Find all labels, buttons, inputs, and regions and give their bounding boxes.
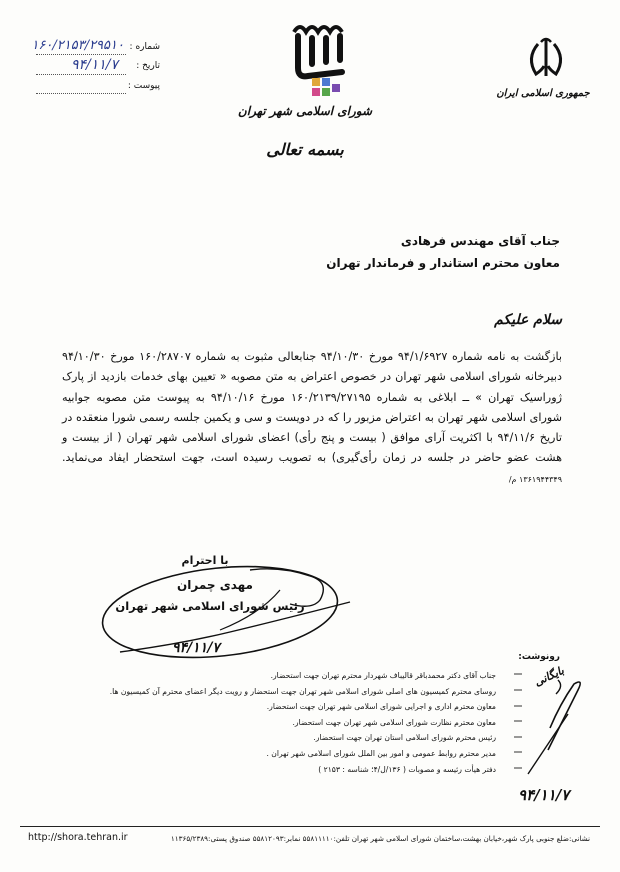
footer-url[interactable]: http://shora.tehran.ir — [28, 832, 128, 843]
recipient-line-1: جناب آقای مهندس فرهادی — [400, 234, 560, 248]
meta-attachment-label: پیوست : — [127, 81, 160, 91]
cc-item: معاون محترم نظارت شورای اسلامی شهر تهران جهت استحضار. — [292, 717, 496, 727]
emblem-caption: جمهوری اسلامی ایران — [496, 88, 590, 99]
meta-number-row — [10, 38, 160, 56]
cc-heading: رونوشت: — [518, 652, 560, 662]
cc-item: رئیس محترم شورای اسلامی استان تهران جهت استحضار. — [313, 733, 496, 743]
closing: با احترام — [181, 554, 229, 567]
recipient-line-2: معاون محترم استاندار و فرماندار تهران — [326, 256, 560, 270]
letter-meta — [10, 38, 160, 97]
footer-address: نشانی:ضلع جنوبی پارک شهر،خیابان بهشت،ساختمان شورای اسلامی شهر تهران تلفن:۵۵۸۱۱۱۱۰ نمابر:۵۵۸۱۲۰۹۳ صندوق پستی:۱۱۳۶۵/۲۳۸۹ — [170, 834, 590, 843]
council-logo — [272, 18, 362, 106]
cc-item: جناب آقای دکتر محمدباقر قالیباف شهردار محترم تهران جهت استحضار. — [270, 671, 496, 680]
council-name: شورای اسلامی شهر تهران — [237, 104, 373, 118]
meta-number-value: ۱۶۰/۲۱۵۳/۲۹۵۱۰ — [31, 38, 124, 53]
cc-item: روسای محترم کمیسیون های اصلی شورای اسلامی شهر تهران جهت استحضار و رویت دیگر اعضای محترم آن کمیسیون ها. — [109, 686, 496, 696]
meta-date-row — [10, 56, 160, 77]
footer-rule — [20, 826, 600, 827]
cc-item: دفتر هیأت رئیسه و مصوبات ( ۱۳۶/ل/۴؛ شناسه : ۲۱۵۳ ) — [318, 764, 496, 774]
meta-date-value: ۹۴/۱۱/۷ — [70, 57, 118, 73]
signature-stamp-date: ۹۴/۱۱/۷ — [172, 640, 220, 656]
cc-item: معاون محترم اداری و اجرایی شورای اسلامی شهر تهران جهت استحضار. — [266, 702, 496, 712]
signer-title: رئیس شورای اسلامی شهر تهران — [115, 599, 305, 613]
cc-list — [76, 668, 496, 777]
letter-body — [62, 347, 562, 490]
greeting: سلام علیکم — [494, 312, 562, 328]
margin-note-scribble — [488, 670, 598, 790]
signature-scribble — [100, 560, 360, 670]
signer-name: مهدی چمران — [177, 578, 253, 592]
margin-note-date: ۹۴/۱۱/۷ — [518, 786, 570, 804]
iran-emblem — [522, 34, 570, 82]
cc-item: مدیر محترم روابط عمومی و امور بین الملل شورای اسلامی شهر تهران . — [266, 748, 496, 758]
meta-date-label: تاریخ : — [136, 61, 160, 71]
letter-body-text: بازگشت به نامه شماره ۹۴/۱/۶۹۲۷ مورخ ۹۴/۱۰/۳۰ جنابعالی مثبوت به شماره ۱۶۰/۲۸۷۰۷ مورخ ۹۴/۱۰/۳۰ دبیرخانه شورای اسلامی شهر تهران در خصوص اعتراض به متن مصوبه « تعیین بهای خدمات بازدید از پارک ژوراسیک تهران » ــ ابلاغی به شماره ۱۶۰/۲۱۳۹/۲۷۱۹۵ مورخ ۹۴/۱۰/۱۶ به پیوست متن مصوبه جوابیه شورای اسلامی شهر تهران به اعتراض مزبور را که در دویست و سی و یکمین جلسه رسمی شورا منعقده در تاریخ ۹۴/۱۱/۶ با اکثریت آرای موافق ( بیست و پنج رأی) اعضای شورای اسلامی شهر تهران ( از بیست و هشت عضو حاضر در جلسه در زمان رأی‌گیری) به تصویب رسیده است، جهت استحضار ایفاد می‌نماید. — [62, 350, 562, 465]
meta-number-label: شماره : — [129, 42, 160, 52]
basmala: بسمه تعالی — [266, 140, 344, 159]
reference-code: ۱۳۶۱۹۴۴۳۴۹ م/ — [508, 474, 562, 484]
margin-note-text: بایگانی — [532, 663, 566, 689]
meta-attachment-row — [10, 77, 160, 97]
